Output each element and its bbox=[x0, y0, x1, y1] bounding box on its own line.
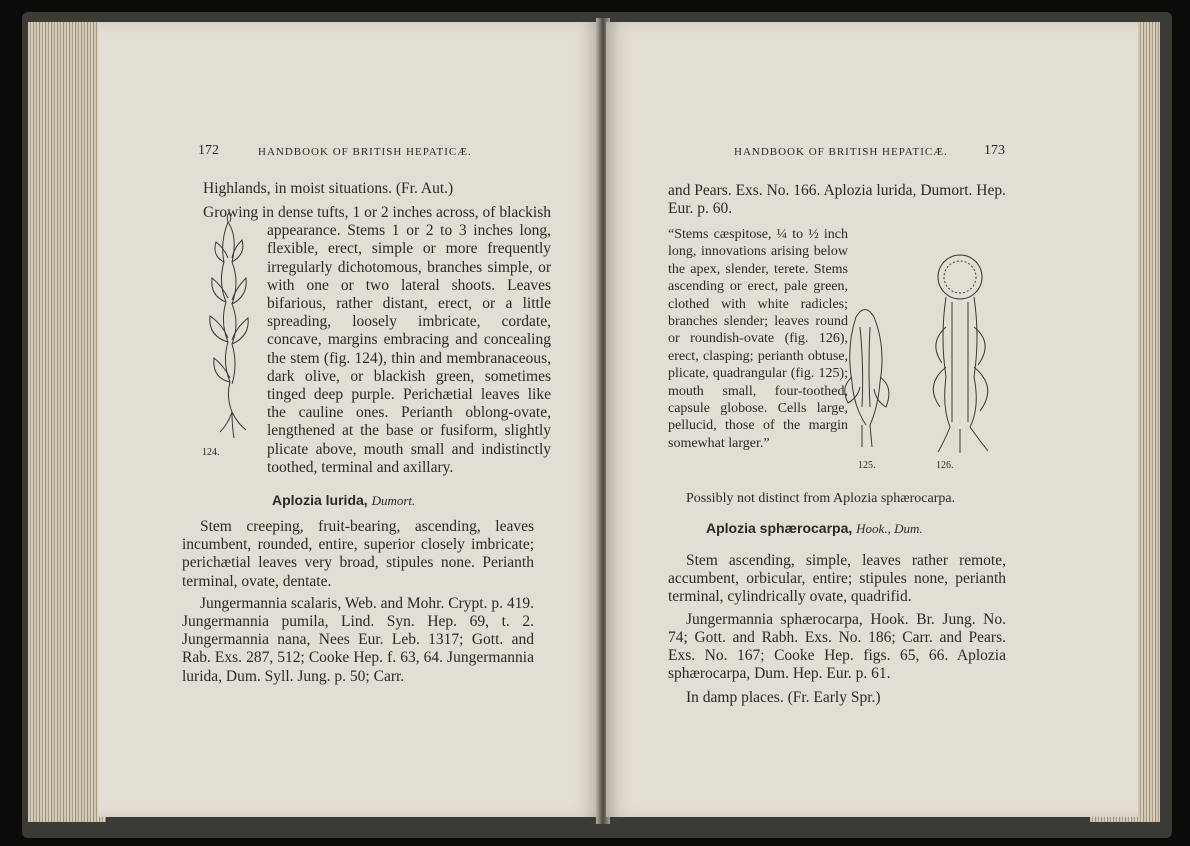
right-quote: “Stems cæspitose, ¼ to ½ inch long, innovations arising below the apex, slender, terete. Stems ascending or erect, pale green, clothed with white radicles; branches slender; leaves round or roundish-ovate (fig. 126), erect, clasping; perianth obtuse, plicate, quadrangular (fig. 125); mouth small, four-toothed, capsule globose. Cells large, pellucid, those of the margin somewhat larger.” bbox=[668, 227, 848, 451]
right-species-author: Hook., Dum. bbox=[856, 521, 923, 536]
right-running-head: HANDBOOK OF BRITISH HEPATICÆ. bbox=[734, 146, 948, 158]
right-continuation: and Pears. Exs. No. 166. Aplozia lurida, Dumort. Hep. Eur. p. 60. bbox=[668, 182, 1006, 218]
right-note: Possibly not distinct from Aplozia sphærocarpa. bbox=[686, 491, 956, 506]
right-species-description: Stem ascending, simple, leaves rather remote, accumbent, orbicular, entire; stipules none, perianth terminal, cylindrically ovate, quadrifid. bbox=[668, 552, 1006, 606]
right-species-heading bbox=[706, 520, 923, 537]
right-page bbox=[606, 22, 1138, 817]
figure-124-label: 124. bbox=[202, 447, 220, 458]
left-species-author: Dumort. bbox=[371, 493, 416, 508]
left-page bbox=[98, 22, 600, 817]
right-species-block bbox=[668, 552, 1006, 708]
figures-125-126-illustration bbox=[834, 247, 1010, 457]
left-species-heading bbox=[272, 492, 415, 509]
right-species-name: Aplozia sphærocarpa, bbox=[706, 520, 853, 536]
left-intro-line: Highlands, in moist situations. (Fr. Aut.) bbox=[203, 180, 454, 197]
left-page-number: 172 bbox=[198, 143, 219, 158]
right-synonyms: Jungermannia sphærocarpa, Hook. Br. Jung. No. 74; Gott. and Rabh. Exs. No. 186; Carr. and Pears. Exs. No. 167; Cooke Hep. figs. 65, 66. Aplozia sphærocarpa, Dum. Hep. Eur. p. 61. bbox=[668, 610, 1006, 683]
left-synonyms: Jungermannia scalaris, Web. and Mohr. Crypt. p. 419. Jungermannia pumila, Lind. Syn. Hep. 69, t. 2. Jungermannia nana, Nees Eur. Leb. 1317; Gott. and Rab. Exs. 287, 512; Cooke Hep. f. 63, 64. Jungermannia lurida, Dum. Syll. Jung. p. 50; Carr. bbox=[182, 594, 534, 685]
left-running-head: HANDBOOK OF BRITISH HEPATICÆ. bbox=[258, 146, 472, 158]
right-page-number: 173 bbox=[984, 143, 1005, 158]
figure-126-label: 126. bbox=[936, 460, 954, 471]
left-species-description: Stem creeping, fruit-bearing, ascending, leaves incumbent, rounded, entire, superior closely imbricate; perichætial leaves very broad, stipules none. Perianth terminal, ovate, dentate. bbox=[182, 518, 534, 590]
page-edges-left bbox=[28, 22, 106, 822]
left-species-name: Aplozia lurida, bbox=[272, 492, 368, 508]
left-species-description-block bbox=[182, 518, 534, 686]
left-description: Growing in dense tufts, 1 or 2 inches across, of blackish appearance. Stems 1 or 2 to 3 inches long, flexible, erect, simple or more frequently irregularly dichotomous, branches simple, or with one or two lateral shoots. Leaves bifarious, rather distant, erect, or a little spreading, loosely imbricate, cordate, concave, margins embracing and concealing the stem (fig. 124), thin and membranaceous, dark olive, or blackish green, sometimes tinged deep purple. Perichætial leaves like the cauline ones. Perianth oblong-ovate, lengthened at the base or fusiform, slightly plicate above, mouth small and indistinctly toothed, terminal and axillary. bbox=[203, 204, 551, 476]
figure-125-label: 125. bbox=[858, 460, 876, 471]
left-description-first bbox=[203, 204, 551, 477]
right-habitat: In damp places. (Fr. Early Spr.) bbox=[686, 689, 881, 707]
